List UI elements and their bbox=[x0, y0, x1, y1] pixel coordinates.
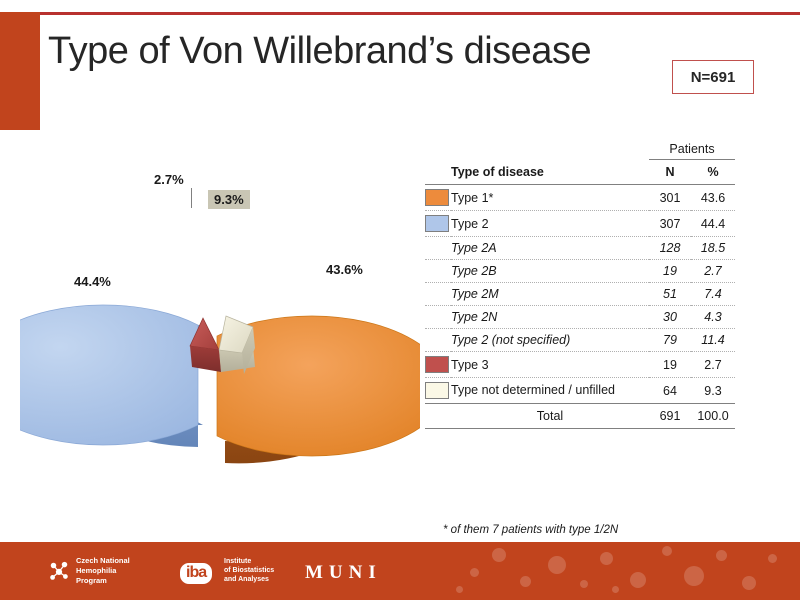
row-pct: 2.7 bbox=[691, 260, 735, 283]
row-label: Type 2B bbox=[451, 260, 649, 283]
logo-line-1: Czech National bbox=[76, 555, 130, 565]
iba-logo-text bbox=[224, 557, 274, 584]
table-row bbox=[425, 306, 735, 329]
column-header-n: N bbox=[649, 160, 691, 185]
total-n: 691 bbox=[649, 404, 691, 429]
color-swatch-type3 bbox=[425, 356, 449, 373]
group-header-patients: Patients bbox=[649, 140, 735, 160]
pie-label-type2: 44.4% bbox=[74, 274, 111, 289]
table-group-header-row bbox=[425, 140, 735, 160]
row-label: Type 2 bbox=[451, 211, 649, 237]
table-row bbox=[425, 283, 735, 306]
disease-type-table bbox=[425, 140, 735, 429]
iba-line-2: of Biostatistics bbox=[224, 566, 275, 574]
iba-mark: iba bbox=[180, 563, 212, 584]
row-label: Type 3 bbox=[451, 352, 649, 378]
table-row bbox=[425, 211, 735, 237]
row-pct: 4.3 bbox=[691, 306, 735, 329]
total-pct: 100.0 bbox=[691, 404, 735, 429]
table-row bbox=[425, 378, 735, 404]
iba-line-3: and Analyses bbox=[224, 575, 269, 583]
slice-type2 bbox=[20, 305, 203, 447]
muni-logo: MUNI bbox=[305, 562, 382, 583]
row-n: 301 bbox=[649, 185, 691, 211]
row-label: Type not determined / unfilled bbox=[451, 378, 649, 404]
pie-chart bbox=[20, 150, 420, 510]
table-row bbox=[425, 329, 735, 352]
table-total-row bbox=[425, 404, 735, 429]
row-label: Type 1* bbox=[451, 185, 649, 211]
total-label: Total bbox=[451, 404, 649, 429]
pie-label-not-determined: 9.3% bbox=[208, 190, 250, 209]
logo-line-2: Hemophilia bbox=[76, 565, 117, 575]
left-accent-gap bbox=[0, 0, 40, 12]
table-row bbox=[425, 237, 735, 260]
column-header-pct: % bbox=[691, 160, 735, 185]
iba-line-1: Institute bbox=[224, 557, 252, 565]
row-pct: 2.7 bbox=[691, 352, 735, 378]
table-row bbox=[425, 260, 735, 283]
table-row bbox=[425, 352, 735, 378]
row-n: 19 bbox=[649, 260, 691, 283]
row-n: 19 bbox=[649, 352, 691, 378]
iba-logo bbox=[180, 563, 212, 584]
row-n: 30 bbox=[649, 306, 691, 329]
color-swatch-not-determined bbox=[425, 382, 449, 399]
footnote: * of them 7 patients with type 1/2N bbox=[443, 524, 619, 536]
row-pct: 44.4 bbox=[691, 211, 735, 237]
czech-hemophilia-program-logo bbox=[76, 556, 130, 586]
row-n: 307 bbox=[649, 211, 691, 237]
leader-line-type3 bbox=[191, 188, 192, 208]
row-label: Type 2N bbox=[451, 306, 649, 329]
row-pct: 18.5 bbox=[691, 237, 735, 260]
color-swatch-type1 bbox=[425, 189, 449, 206]
hemophilia-logo-icon bbox=[48, 560, 70, 582]
column-header-type: Type of disease bbox=[451, 160, 649, 185]
row-n: 51 bbox=[649, 283, 691, 306]
row-pct: 9.3 bbox=[691, 378, 735, 404]
logo-line-3: Program bbox=[76, 575, 107, 585]
swatch-cell bbox=[425, 378, 451, 404]
table-row bbox=[425, 185, 735, 211]
page-title: Type of Von Willebrand’s disease bbox=[48, 30, 592, 72]
row-pct: 43.6 bbox=[691, 185, 735, 211]
total-count-badge: N=691 bbox=[672, 60, 754, 94]
color-swatch-type2 bbox=[425, 215, 449, 232]
row-label: Type 2A bbox=[451, 237, 649, 260]
swatch-cell bbox=[425, 352, 451, 378]
row-n: 128 bbox=[649, 237, 691, 260]
top-rule bbox=[40, 12, 800, 15]
swatch-cell bbox=[425, 211, 451, 237]
table-header-row bbox=[425, 160, 735, 185]
row-label: Type 2 (not specified) bbox=[451, 329, 649, 352]
left-accent-block bbox=[0, 0, 40, 130]
swatch-cell bbox=[425, 185, 451, 211]
pie-label-type3: 2.7% bbox=[154, 172, 184, 187]
row-pct: 7.4 bbox=[691, 283, 735, 306]
row-pct: 11.4 bbox=[691, 329, 735, 352]
row-n: 64 bbox=[649, 378, 691, 404]
data-table bbox=[425, 140, 735, 429]
pie-label-type1: 43.6% bbox=[326, 262, 363, 277]
row-n: 79 bbox=[649, 329, 691, 352]
row-label: Type 2M bbox=[451, 283, 649, 306]
